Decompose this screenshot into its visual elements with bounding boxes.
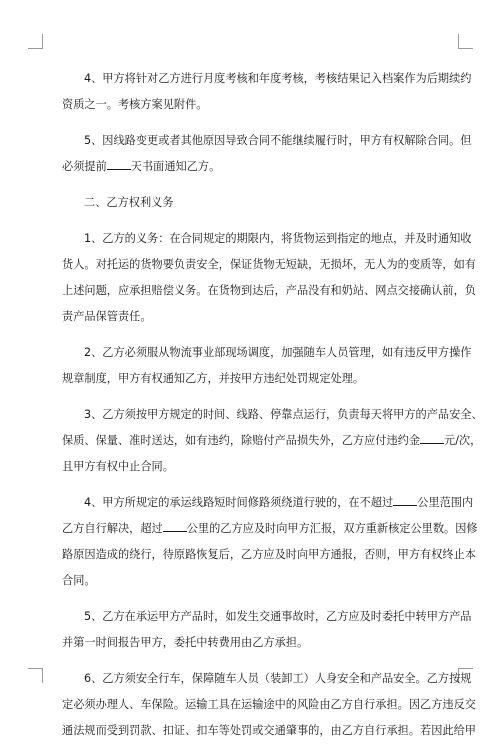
fill-in-blank (107, 157, 131, 170)
text-line: 路原因造成的绕行，待原路恢复后，乙方应及时向甲方通报，否则，甲方有权终止本 (62, 548, 476, 561)
text-segment: 公里范围内 (417, 496, 474, 509)
text-line: 上述问题，应承担赔偿义务。在货物到达后，产品没有和奶站、网点交接确认前，负 (62, 284, 476, 297)
paragraph-p5 (62, 128, 472, 180)
paragraph-q1 (62, 226, 476, 330)
fill-in-blank (420, 431, 444, 444)
paragraph-q4 (62, 490, 478, 594)
text-line (62, 490, 474, 516)
text-line (62, 516, 478, 542)
text-line: 通法规而受到罚款、扣证、扣车等处罚或交通肇事的，由乙方自行承担。若因此给甲 (62, 724, 476, 737)
text-line: 6、乙方须安全行车，保障随车人员（装卸工）人身安全和产品安全。乙方按规 (84, 672, 472, 685)
text-line: 资质之一。考核方案见附件。 (62, 98, 208, 111)
crop-mark-top-right (458, 34, 473, 49)
paragraph-q5 (62, 604, 472, 656)
text-segment: 元/次， (444, 434, 482, 447)
text-segment: 天书面通知乙方。 (130, 160, 221, 173)
text-line: 定必须办理人、车保险。运输工具在运输途中的风险由乙方自行承担。因乙方违反交 (62, 698, 476, 711)
crop-mark-top-left (28, 34, 43, 49)
text-line: 5、乙方在承运甲方产品时，如发生交通事故时，乙方应及时委托中转甲方产品 (84, 610, 472, 623)
text-segment: 必须提前 (62, 160, 107, 173)
fill-in-blank (393, 493, 417, 506)
text-segment: 保质、保量、准时送达，如有违约，除赔付产品损失外，乙方应付违约金 (62, 434, 421, 447)
text-line: 责产品保管责任。 (62, 310, 152, 323)
text-line (62, 154, 446, 180)
text-segment: 4、甲方所规定的承运线路短时间修路须绕道行驶的，在不超过 (84, 496, 394, 509)
paragraph-q6 (62, 666, 476, 744)
text-line: 且甲方有权中止合同。 (62, 460, 174, 473)
text-line: 并第一时间报告甲方，委托中转费用由乙方承担。 (62, 636, 309, 649)
document-body (62, 66, 483, 754)
paragraph-q2 (62, 340, 472, 392)
text-line: 1、乙方的义务：在合同规定的期限内，将货物运到指定的地点，并及时通知收 (84, 232, 472, 245)
text-segment: 乙方自行解决，超过 (62, 522, 163, 535)
text-line (62, 428, 482, 454)
text-line: 合同。 (62, 574, 96, 587)
fill-in-blank (163, 519, 187, 532)
text-line: 3、乙方须按甲方规定的时间、线路、停靠点运行，负责每天将甲方的产品安全、 (84, 408, 483, 421)
crop-mark-bottom-left (28, 668, 43, 683)
paragraph-p4 (62, 66, 472, 118)
text-segment: 公里的乙方应及时向甲方汇报，双方重新核定公里数。因修 (186, 522, 478, 535)
text-line: 规章制度，甲方有权通知乙方，并按甲方违纪处罚规定处理。 (62, 372, 365, 385)
text-line: 二、乙方权利义务 (84, 196, 174, 209)
text-line: 2、乙方必须服从物流事业部现场调度，加强随车人员管理，如有违反甲方操作 (84, 346, 472, 359)
paragraph-q3 (62, 402, 483, 480)
text-line: 4、甲方将针对乙方进行月度考核和年度考核，考核结果记入档案作为后期续约 (84, 72, 472, 85)
text-line: 货人。对托运的货物要负责安全，保证货物无短缺，无损坏，无人为的变质等，如有 (62, 258, 476, 271)
text-line: 5、因线路变更或者其他原因导致合同不能继续履行时，甲方有权解除合同。但 (84, 134, 472, 147)
paragraph-section2 (62, 190, 446, 216)
